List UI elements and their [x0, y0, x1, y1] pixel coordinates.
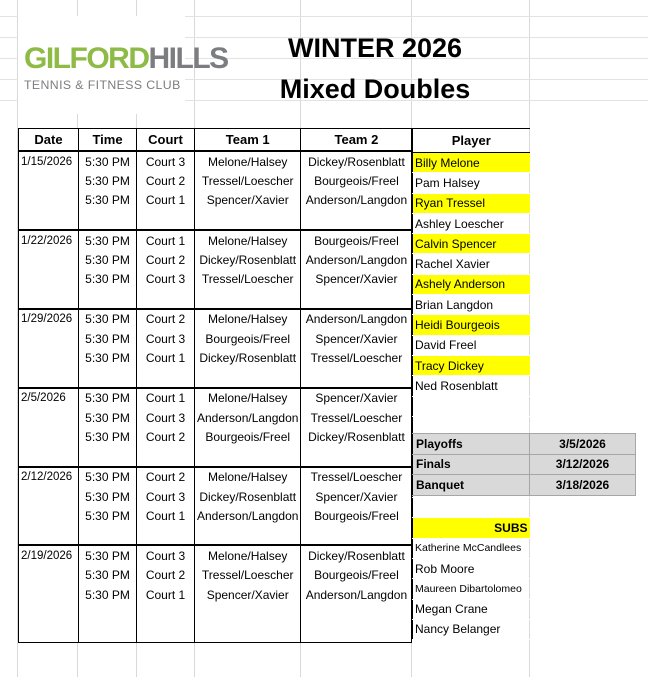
title-season: WINTER 2026 — [287, 33, 463, 63]
row-team1: Tressel/Loescher — [195, 566, 301, 585]
row-court — [137, 604, 195, 623]
player-name: Billy Melone — [413, 153, 530, 173]
row-team1: Bourgeois/Freel — [195, 329, 301, 348]
row-team1: Spencer/Xavier — [195, 191, 301, 210]
schedule-row — [19, 289, 412, 309]
player-spacer-row — [413, 396, 530, 416]
row-time: 5:30 PM — [79, 329, 137, 348]
row-team1: Tressel/Loescher — [195, 269, 301, 288]
row-team1 — [195, 604, 301, 623]
row-team2: Tressel/Loescher — [301, 348, 412, 367]
event-date: 3/12/2026 — [530, 454, 636, 475]
header-player: Player — [413, 129, 530, 153]
row-team2: Spencer/Xavier — [301, 388, 412, 408]
row-court: Court 1 — [137, 585, 195, 604]
row-court: Court 3 — [137, 269, 195, 288]
row-court — [137, 525, 195, 545]
event-label: Playoffs — [413, 434, 530, 455]
row-time — [79, 447, 137, 467]
row-team1: Tressel/Loescher — [195, 171, 301, 190]
player-row — [413, 213, 530, 233]
row-team2 — [301, 289, 412, 309]
player-row — [413, 376, 530, 396]
row-time: 5:30 PM — [79, 545, 137, 565]
schedule-row — [19, 566, 412, 585]
row-time — [79, 623, 137, 643]
row-team2: Spencer/Xavier — [301, 487, 412, 506]
row-time — [79, 604, 137, 623]
row-court: Court 1 — [137, 506, 195, 525]
sub-row — [413, 538, 530, 558]
schedule-row — [19, 191, 412, 210]
sub-name: Megan Crane — [413, 599, 530, 619]
sub-row — [413, 579, 530, 599]
players-body — [413, 153, 530, 640]
row-team1: Anderson/Langdon — [195, 408, 301, 427]
row-court: Court 2 — [137, 171, 195, 190]
row-team1 — [195, 368, 301, 388]
player-blank-cell — [413, 396, 530, 416]
row-time — [79, 368, 137, 388]
row-team2 — [301, 623, 412, 643]
row-team1 — [195, 525, 301, 545]
row-team1: Dickey/Rosenblatt — [195, 348, 301, 367]
event-label: Finals — [413, 454, 530, 475]
row-court: Court 2 — [137, 566, 195, 585]
row-team2: Dickey/Rosenblatt — [301, 151, 412, 171]
club-logo — [18, 16, 228, 114]
row-court: Court 2 — [137, 467, 195, 487]
row-date — [19, 329, 79, 348]
row-team2: Tressel/Loescher — [301, 408, 412, 427]
event-date: 3/5/2026 — [530, 434, 636, 455]
row-team2: Bourgeois/Freel — [301, 230, 412, 250]
row-date — [19, 191, 79, 210]
row-date — [19, 506, 79, 525]
row-date — [19, 368, 79, 388]
row-time: 5:30 PM — [79, 566, 137, 585]
row-time: 5:30 PM — [79, 171, 137, 190]
schedule-row — [19, 230, 412, 250]
schedule-row — [19, 525, 412, 545]
schedule-row — [19, 487, 412, 506]
player-row — [413, 295, 530, 315]
schedule-row — [19, 506, 412, 525]
sub-name: Katherine McCandlees — [413, 538, 530, 558]
row-team1: Anderson/Langdon — [195, 506, 301, 525]
schedule-row — [19, 329, 412, 348]
player-blank-cell — [413, 498, 530, 518]
schedule-row — [19, 309, 412, 329]
row-team2 — [301, 368, 412, 388]
player-name: Tracy Dickey — [413, 355, 530, 375]
row-date: 1/15/2026 — [19, 151, 79, 171]
logo-brand — [24, 42, 228, 76]
schedule-row — [19, 210, 412, 230]
sub-row — [413, 619, 530, 639]
event-row — [413, 434, 636, 455]
row-time — [79, 210, 137, 230]
sub-name: Maureen Dibartolomeo — [413, 579, 530, 599]
row-court — [137, 368, 195, 388]
row-time: 5:30 PM — [79, 388, 137, 408]
sub-name: Nancy Belanger — [413, 619, 530, 639]
row-court: Court 1 — [137, 230, 195, 250]
event-date: 3/18/2026 — [530, 475, 636, 496]
event-label: Banquet — [413, 475, 530, 496]
row-team2: Dickey/Rosenblatt — [301, 545, 412, 565]
row-team1 — [195, 210, 301, 230]
row-court: Court 3 — [137, 545, 195, 565]
schedule-header-row — [19, 129, 412, 152]
row-court: Court 1 — [137, 348, 195, 367]
schedule-row — [19, 269, 412, 288]
row-court: Court 2 — [137, 427, 195, 446]
row-team1: Dickey/Rosenblatt — [195, 487, 301, 506]
row-team1: Melone/Halsey — [195, 309, 301, 329]
player-row — [413, 193, 530, 213]
row-time: 5:30 PM — [79, 585, 137, 604]
player-row — [413, 173, 530, 193]
schedule-row — [19, 447, 412, 467]
row-team2: Dickey/Rosenblatt — [301, 427, 412, 446]
row-time: 5:30 PM — [79, 408, 137, 427]
row-team2: Spencer/Xavier — [301, 329, 412, 348]
players-table — [412, 128, 530, 640]
row-team2: Anderson/Langdon — [301, 250, 412, 269]
row-court: Court 3 — [137, 329, 195, 348]
row-date — [19, 348, 79, 367]
player-name: Heidi Bourgeois — [413, 315, 530, 335]
row-date — [19, 171, 79, 190]
schedule-row — [19, 427, 412, 446]
row-team2: Bourgeois/Freel — [301, 566, 412, 585]
row-team2: Anderson/Langdon — [301, 191, 412, 210]
player-row — [413, 335, 530, 355]
row-time — [79, 289, 137, 309]
schedule-row — [19, 250, 412, 269]
row-date: 1/29/2026 — [19, 309, 79, 329]
row-team1: Dickey/Rosenblatt — [195, 250, 301, 269]
row-team2 — [301, 604, 412, 623]
player-name: Rachel Xavier — [413, 254, 530, 274]
player-name: Ryan Tressel — [413, 193, 530, 213]
row-date — [19, 585, 79, 604]
row-team1: Spencer/Xavier — [195, 585, 301, 604]
row-date — [19, 250, 79, 269]
row-team2: Tressel/Loescher — [301, 467, 412, 487]
row-team2: Spencer/Xavier — [301, 269, 412, 288]
row-team1: Melone/Halsey — [195, 388, 301, 408]
schedule-row — [19, 585, 412, 604]
player-spacer-row — [413, 498, 530, 518]
player-row — [413, 355, 530, 375]
event-row — [413, 454, 636, 475]
schedule-row — [19, 467, 412, 487]
player-row — [413, 153, 530, 173]
header-date: Date — [19, 129, 79, 152]
player-name: David Freel — [413, 335, 530, 355]
row-time: 5:30 PM — [79, 250, 137, 269]
row-court: Court 1 — [137, 191, 195, 210]
row-date: 2/5/2026 — [19, 388, 79, 408]
row-team2: Bourgeois/Freel — [301, 506, 412, 525]
sub-name: Rob Moore — [413, 558, 530, 578]
schedule-body — [19, 151, 412, 643]
logo-brand-green: GILFORD — [24, 42, 149, 75]
logo-subtitle: TENNIS & FITNESS CLUB — [24, 78, 181, 92]
row-court: Court 2 — [137, 250, 195, 269]
row-time: 5:30 PM — [79, 151, 137, 171]
logo-brand-gray: HILLS — [148, 42, 228, 75]
schedule-row — [19, 368, 412, 388]
row-date — [19, 427, 79, 446]
player-row — [413, 234, 530, 254]
row-team2 — [301, 525, 412, 545]
player-name: Ashley Loescher — [413, 213, 530, 233]
events-body — [413, 434, 636, 496]
row-time: 5:30 PM — [79, 506, 137, 525]
events-table — [412, 433, 636, 496]
player-name: Pam Halsey — [413, 173, 530, 193]
row-team1 — [195, 289, 301, 309]
row-team1: Melone/Halsey — [195, 545, 301, 565]
players-header-row — [413, 129, 530, 153]
row-court: Court 3 — [137, 408, 195, 427]
header-team2: Team 2 — [301, 129, 412, 152]
row-team2: Anderson/Langdon — [301, 585, 412, 604]
row-date: 2/19/2026 — [19, 545, 79, 565]
row-court — [137, 623, 195, 643]
player-row — [413, 315, 530, 335]
schedule-row — [19, 545, 412, 565]
row-time — [79, 525, 137, 545]
row-date — [19, 289, 79, 309]
row-date — [19, 269, 79, 288]
row-team1 — [195, 623, 301, 643]
row-time: 5:30 PM — [79, 487, 137, 506]
row-team2: Bourgeois/Freel — [301, 171, 412, 190]
subs-header-row — [413, 518, 530, 538]
subs-label: SUBS — [413, 518, 530, 538]
row-court: Court 2 — [137, 309, 195, 329]
row-date — [19, 408, 79, 427]
title-league: Mixed Doubles — [279, 74, 471, 104]
row-team1: Melone/Halsey — [195, 230, 301, 250]
schedule-row — [19, 408, 412, 427]
player-row — [413, 254, 530, 274]
player-name: Brian Langdon — [413, 295, 530, 315]
schedule-row — [19, 388, 412, 408]
sub-row — [413, 599, 530, 619]
row-date: 1/22/2026 — [19, 230, 79, 250]
row-date: 2/12/2026 — [19, 467, 79, 487]
row-court: Court 3 — [137, 487, 195, 506]
row-team2 — [301, 447, 412, 467]
row-time: 5:30 PM — [79, 348, 137, 367]
row-time: 5:30 PM — [79, 467, 137, 487]
header-court: Court — [137, 129, 195, 152]
sub-row — [413, 558, 530, 578]
row-court — [137, 289, 195, 309]
row-date — [19, 487, 79, 506]
row-date — [19, 623, 79, 643]
row-team1: Melone/Halsey — [195, 151, 301, 171]
player-name: Calvin Spencer — [413, 234, 530, 254]
row-team1: Bourgeois/Freel — [195, 427, 301, 446]
row-time: 5:30 PM — [79, 191, 137, 210]
schedule-row — [19, 348, 412, 367]
row-time: 5:30 PM — [79, 427, 137, 446]
schedule-row — [19, 623, 412, 643]
row-date — [19, 210, 79, 230]
schedule-row — [19, 151, 412, 171]
row-time: 5:30 PM — [79, 230, 137, 250]
player-row — [413, 274, 530, 294]
player-name: Ned Rosenblatt — [413, 376, 530, 396]
header-team1: Team 1 — [195, 129, 301, 152]
row-date — [19, 447, 79, 467]
row-time: 5:30 PM — [79, 269, 137, 288]
player-name: Ashely Anderson — [413, 274, 530, 294]
header-time: Time — [79, 129, 137, 152]
schedule-table — [18, 128, 412, 643]
row-team1 — [195, 447, 301, 467]
row-team2 — [301, 210, 412, 230]
row-time: 5:30 PM — [79, 309, 137, 329]
row-team1: Melone/Halsey — [195, 467, 301, 487]
row-team2: Anderson/Langdon — [301, 309, 412, 329]
row-court — [137, 447, 195, 467]
row-date — [19, 566, 79, 585]
row-date — [19, 604, 79, 623]
row-court: Court 3 — [137, 151, 195, 171]
schedule-row — [19, 171, 412, 190]
event-row — [413, 475, 636, 496]
row-date — [19, 525, 79, 545]
row-court: Court 1 — [137, 388, 195, 408]
schedule-row — [19, 604, 412, 623]
row-court — [137, 210, 195, 230]
